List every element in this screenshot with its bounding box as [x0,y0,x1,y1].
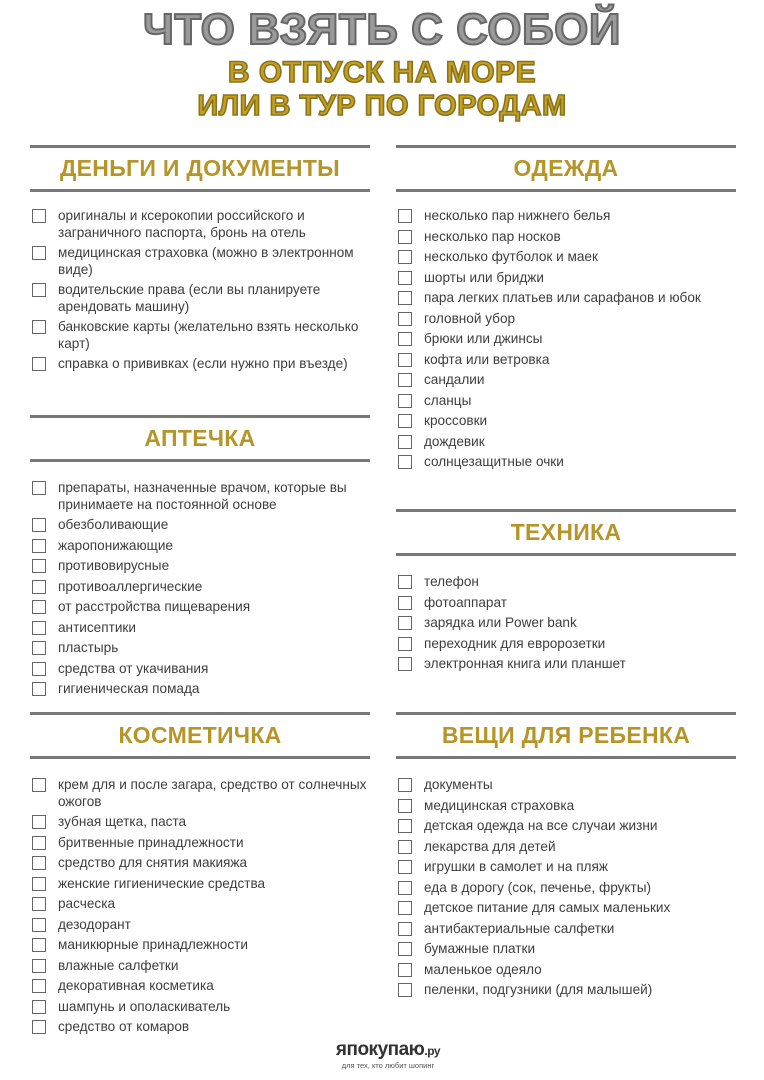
checklist-item [396,454,736,471]
checklist-item [396,331,736,348]
checklist-item-label: несколько пар нижнего белья [424,208,611,223]
checkbox[interactable] [398,230,412,244]
checkbox[interactable] [32,856,46,870]
checklist-item [396,982,736,999]
checklist-item-label: игрушки в самолет и на пляж [424,859,608,874]
checklist-item [396,798,736,815]
checklist [396,777,736,999]
checkbox[interactable] [32,682,46,696]
checklist-item [396,818,736,835]
checklist-item-label: гигиеническая помада [58,681,200,696]
checkbox[interactable] [398,922,412,936]
section-cosmetics [30,712,370,1040]
checkbox[interactable] [398,799,412,813]
checklist-item [396,574,736,591]
checklist-item-label: фотоаппарат [424,594,507,610]
footer-brand [318,1040,458,1071]
section-clothes [396,145,736,475]
checkbox[interactable] [32,959,46,973]
checklist-item-label: бритвенные принадлежности [58,834,244,850]
checklist-item-label: пластырь [58,640,119,655]
checklist-item [396,636,736,653]
checklist-item-label: дезодорант [58,916,131,932]
checkbox[interactable] [398,901,412,915]
checklist-item-label: женские гигиенические средства [58,875,266,891]
checklist-item-label: крем для и после загара, средство от солнечных ожогов [58,777,367,809]
checklist-item-label: средства от укачивания [58,660,209,676]
checklist-item-label: антибактериальные салфетки [424,920,615,936]
checklist-item [30,681,370,698]
checklist-item [30,917,370,934]
section-title: КОСМЕТИЧКА [30,712,370,759]
checklist [396,574,736,673]
checklist-item-label: маленькое одеяло [424,961,542,977]
section-money [30,145,370,377]
checklist-item-label: дождевик [424,433,485,449]
checklist-item [30,999,370,1016]
checkbox[interactable] [398,394,412,408]
checklist-item-label: переходник для евророзетки [424,635,606,651]
checklist-item [396,311,736,328]
checkbox[interactable] [398,209,412,223]
brand-tagline: для тех, кто любит шопинг [341,1061,435,1070]
checkbox[interactable] [32,283,46,297]
checkbox[interactable] [32,600,46,614]
section-kids [396,712,736,1003]
checklist-item [396,615,736,632]
checklist-item-label: еда в дорогу (сок, печенье, фрукты) [424,879,652,895]
checkbox[interactable] [398,312,412,326]
checklist-item [396,962,736,979]
checklist-item [396,290,736,307]
checklist-item [30,855,370,872]
checklist-item-label: средство от комаров [58,1019,190,1034]
checklist-item-label: бумажные платки [424,941,536,956]
brand-logo [318,1040,458,1061]
checklist-item-label: медицинская страховка (можно в электронном виде) [58,245,354,277]
section-title: ВЕЩИ ДЛЯ РЕБЕНКА [396,712,736,759]
checkbox[interactable] [398,435,412,449]
checklist-item-label: брюки или джинсы [424,331,543,346]
checklist-item-label: шампунь и ополаскиватель [58,998,231,1014]
checklist-item [396,208,736,225]
checkbox[interactable] [32,662,46,676]
page-subtitle-line1: В ОТПУСК НА МОРЕ [227,56,537,89]
checklist-item-label: обезболивающие [58,517,169,532]
checklist [30,208,370,373]
checklist-item [30,937,370,954]
checklist-item [30,517,370,534]
checklist-item [396,434,736,451]
checklist-item-label: справка о прививках (если нужно при въезде) [58,356,348,371]
checkbox[interactable] [32,320,46,334]
checklist [30,777,370,1036]
checklist-item-label: сандалии [424,372,485,387]
checklist-item [396,859,736,876]
brand-logo-text: япокупаю [335,1039,425,1060]
checklist-item [30,319,370,352]
checkbox[interactable] [32,481,46,495]
checkbox[interactable] [32,621,46,635]
checkbox[interactable] [398,373,412,387]
checklist-item [30,661,370,678]
section-tech [396,509,736,677]
checklist-item [30,480,370,513]
checklist-item-label: кофта или ветровка [424,351,550,367]
checklist-item-label: расческа [58,896,116,911]
checklist-item-label: детское питание для самых маленьких [424,900,671,915]
checklist-item-label: антисептики [58,619,136,635]
checklist-item [30,814,370,831]
checklist-item [30,558,370,575]
checklist-item-label: пара легких платьев или сарафанов и юбок [424,290,701,305]
checkbox[interactable] [32,209,46,223]
checklist-item-label: зубная щетка, паста [58,814,187,829]
section-title: ДЕНЬГИ И ДОКУМЕНТЫ [30,145,370,192]
checkbox[interactable] [32,815,46,829]
section-title: ОДЕЖДА [396,145,736,192]
checklist-item-label: от расстройства пищеварения [58,599,251,614]
checkbox[interactable] [398,455,412,469]
checkbox[interactable] [398,819,412,833]
checklist-item-label: шорты или бриджи [424,269,544,285]
checklist-item-label: электронная книга или планшет [424,656,626,671]
checkbox[interactable] [398,332,412,346]
checkbox[interactable] [398,942,412,956]
checklist-item [30,245,370,278]
checklist-item [30,599,370,616]
checklist-item [396,413,736,430]
checklist-item [396,921,736,938]
checklist-item-label: несколько футболок и маек [424,249,598,264]
checklist-item [30,538,370,555]
checkbox[interactable] [398,657,412,671]
checkbox[interactable] [32,580,46,594]
checklist-item [30,1019,370,1036]
checklist-item [396,372,736,389]
checklist-item [30,620,370,637]
checklist-item-label: несколько пар носков [424,228,561,244]
checkbox[interactable] [398,250,412,264]
checklist-item-label: препараты, назначенные врачом, которые вы принимаете на постоянной основе [58,480,347,512]
checklist-item-label: телефон [424,574,479,589]
checklist-item-label: пеленки, подгузники (для малышей) [424,982,653,997]
checkbox[interactable] [398,881,412,895]
checkbox[interactable] [32,1000,46,1014]
checklist-item [396,656,736,673]
checkbox[interactable] [32,836,46,850]
checklist-item-label: медицинская страховка [424,797,575,813]
checkbox[interactable] [32,641,46,655]
checklist-item-label: противовирусные [58,558,170,573]
checklist-item [30,579,370,596]
checkbox[interactable] [398,291,412,305]
checklist-item [396,839,736,856]
checklist-item-label: оригиналы и ксерокопии российского и заграничного паспорта, бронь на отель [58,208,306,240]
checkbox[interactable] [32,877,46,891]
section-title: АПТЕЧКА [30,415,370,462]
checklist-item-label: лекарства для детей [424,838,556,854]
checkbox[interactable] [398,353,412,367]
checkbox[interactable] [32,539,46,553]
checkbox[interactable] [32,559,46,573]
checklist-item [396,900,736,917]
page-title: ЧТО ВЗЯТЬ С СОБОЙ [142,5,622,54]
checkbox[interactable] [398,840,412,854]
checklist-item [396,880,736,897]
checklist-item-label: декоративная косметика [58,978,214,993]
checklist-item [396,229,736,246]
checkbox[interactable] [32,1020,46,1034]
checklist-item [30,282,370,315]
checklist-item-label: зарядка или Power bank [424,615,577,630]
checklist-item [30,896,370,913]
checkbox[interactable] [32,979,46,993]
checklist-item [396,941,736,958]
checkbox[interactable] [32,357,46,371]
checklist-item [396,595,736,612]
checklist-item-label: водительские права (если вы планируете арендовать машину) [58,282,321,314]
checkbox[interactable] [398,983,412,997]
checklist [30,480,370,698]
checkbox[interactable] [398,414,412,428]
checklist-item [396,249,736,266]
checkbox[interactable] [398,596,412,610]
checklist-item-label: детская одежда на все случаи жизни [424,818,658,833]
checklist-item [396,777,736,794]
checklist-item-label: жаропонижающие [58,537,173,553]
checklist-item [396,352,736,369]
checklist-item-label: маникюрные принадлежности [58,937,248,952]
checklist-item [30,876,370,893]
checklist-item-label: документы [424,777,493,792]
checkbox[interactable] [398,637,412,651]
checklist-item-label: влажные салфетки [58,957,179,973]
checkbox[interactable] [32,778,46,792]
checklist-item-label: солнцезащитные очки [424,454,564,469]
checklist-item [30,835,370,852]
checklist-item-label: головной убор [424,310,516,326]
checkbox[interactable] [398,271,412,285]
checkbox[interactable] [398,860,412,874]
checklist-item [396,270,736,287]
checkbox[interactable] [398,616,412,630]
checklist-item [30,208,370,241]
checkbox[interactable] [398,575,412,589]
checklist-item-label: противоаллергические [58,578,203,594]
checkbox[interactable] [32,518,46,532]
checklist-item [30,958,370,975]
page-subtitle-line2: ИЛИ В ТУР ПО ГОРОДАМ [197,90,567,122]
checklist-item-label: средство для снятия макияжа [58,855,248,870]
checklist-item [30,640,370,657]
checkbox[interactable] [32,897,46,911]
checklist-item [396,393,736,410]
page-title-block [0,5,764,122]
section-firstaid [30,415,370,702]
checkbox[interactable] [32,918,46,932]
brand-logo-suffix: .ру [424,1044,441,1058]
checklist-item [30,978,370,995]
checkbox[interactable] [398,778,412,792]
checklist-item-label: сланцы [424,392,472,408]
checklist-item [30,777,370,810]
checkbox[interactable] [32,938,46,952]
checklist-item-label: банковские карты (желательно взять несколько карт) [58,319,359,351]
section-title: ТЕХНИКА [396,509,736,556]
checklist [396,208,736,471]
checklist-item [30,356,370,373]
checkbox[interactable] [32,246,46,260]
checkbox[interactable] [398,963,412,977]
checklist-item-label: кроссовки [424,413,488,428]
